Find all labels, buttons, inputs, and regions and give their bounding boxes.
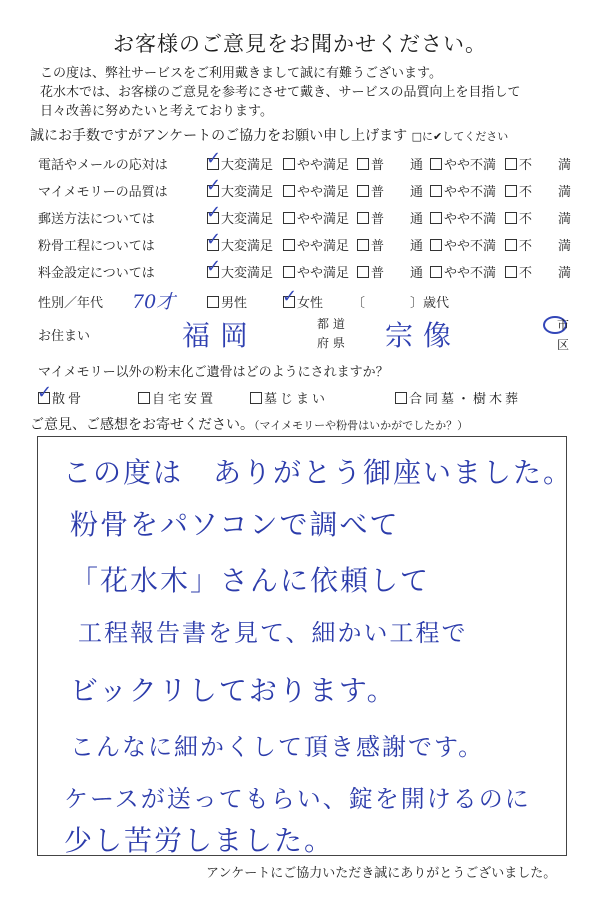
rating-option[interactable] xyxy=(430,235,496,254)
city-label-top: 市 xyxy=(557,318,570,332)
rating-checkbox[interactable] xyxy=(505,185,517,197)
check-mark-icon: ✓ xyxy=(282,286,298,307)
rating-option-label: 大変満足 xyxy=(221,158,274,173)
check-mark-icon: ✓ xyxy=(37,382,56,403)
powder-options xyxy=(37,382,578,407)
rating-option[interactable] xyxy=(505,181,571,200)
rating-option-label: やや不満 xyxy=(444,185,497,200)
residence-label: お住まい xyxy=(38,329,91,344)
rating-checkbox[interactable] xyxy=(430,212,442,224)
comment-line: ビックリしております。 xyxy=(70,674,397,707)
rating-option[interactable] xyxy=(430,208,496,227)
male-label: 男性 xyxy=(221,296,248,311)
rating-option-label: やや満足 xyxy=(297,158,350,173)
prefecture-handwritten: 福岡 xyxy=(182,319,259,352)
rating-option-label: 普 通 xyxy=(371,239,424,254)
powder-option-label: 墓じまい xyxy=(264,392,329,407)
rating-option-label: 大変満足 xyxy=(221,185,274,200)
rating-option[interactable] xyxy=(206,202,274,227)
comments-heading xyxy=(30,414,468,434)
powder-option-label: 散骨 xyxy=(52,392,85,407)
comment-line: 粉骨をパソコンで調べて xyxy=(70,508,400,541)
rating-option-label: 大変満足 xyxy=(221,212,274,227)
rating-option[interactable] xyxy=(206,148,274,173)
survey-hint: □に✔してください xyxy=(411,130,509,143)
powder-option[interactable] xyxy=(250,388,328,407)
rating-option-label: 大変満足 xyxy=(221,266,274,281)
male-checkbox[interactable] xyxy=(207,296,219,308)
rating-option-label: 普 通 xyxy=(371,185,424,200)
rating-checkbox[interactable] xyxy=(357,185,369,197)
rating-option[interactable] xyxy=(357,208,423,227)
question-row xyxy=(38,229,578,255)
intro-line: この度は、弊社サービスをご利用戴きまして誠に有難うございます。 xyxy=(40,66,442,81)
question-label: 料金設定については xyxy=(38,266,155,281)
comment-box[interactable] xyxy=(37,436,574,857)
rating-option[interactable] xyxy=(430,154,496,173)
rating-checkbox[interactable] xyxy=(505,266,517,278)
rating-checkbox[interactable] xyxy=(283,212,295,224)
rating-checkbox[interactable] xyxy=(206,175,222,197)
female-label: 女性 xyxy=(297,296,324,311)
form-title: お客様のご意見をお聞かせください。 xyxy=(113,32,487,56)
rating-option[interactable] xyxy=(206,175,274,200)
intro-line: 日々改善に努めたいと考えております。 xyxy=(40,104,273,119)
powder-option[interactable] xyxy=(37,382,85,407)
rating-checkbox[interactable] xyxy=(357,158,369,170)
city-label-bottom: 区 xyxy=(557,338,570,352)
comment-line: 「花水木」さんに依頼して xyxy=(70,564,431,597)
rating-checkbox[interactable] xyxy=(505,158,517,170)
rating-option[interactable] xyxy=(283,208,349,227)
rating-option-label: 不 満 xyxy=(519,185,572,200)
rating-option[interactable] xyxy=(357,262,423,281)
rating-checkbox[interactable] xyxy=(430,239,442,251)
check-mark-icon: ✓ xyxy=(206,148,222,169)
comment-line: 少し苦労しました。 xyxy=(64,824,335,857)
check-mark-icon: ✓ xyxy=(206,256,222,277)
rating-option-label: やや満足 xyxy=(297,266,350,281)
pref-label-top: 都 道 xyxy=(317,317,345,331)
powder-option[interactable] xyxy=(395,388,521,407)
age-handwritten: 70才 xyxy=(132,291,176,313)
rating-option-label: 大変満足 xyxy=(221,239,274,254)
rating-option[interactable] xyxy=(430,262,496,281)
rating-option-label: やや不満 xyxy=(444,212,497,227)
survey-heading-text: 誠にお手数ですがアンケートのご協力をお願い申し上げます xyxy=(30,128,408,144)
rating-option[interactable] xyxy=(505,208,571,227)
rating-option-label: 普 通 xyxy=(371,158,424,173)
question-row xyxy=(38,202,578,228)
powder-checkbox[interactable] xyxy=(250,392,262,404)
rating-option-label: 不 満 xyxy=(519,239,572,254)
rating-option-label: やや不満 xyxy=(444,239,497,254)
powder-option-label: 自宅安置 xyxy=(152,392,217,407)
rating-checkbox[interactable] xyxy=(206,148,222,170)
rating-checkbox[interactable] xyxy=(283,185,295,197)
powder-checkbox[interactable] xyxy=(37,382,56,404)
question-label: 郵送方法については xyxy=(38,212,155,227)
question-row xyxy=(38,148,578,174)
rating-option-label: やや満足 xyxy=(297,239,350,254)
rating-checkbox[interactable] xyxy=(430,185,442,197)
comment-line: こんなに細かくして頂き感謝です。 xyxy=(70,733,485,761)
rating-checkbox[interactable] xyxy=(206,202,222,224)
check-mark-icon: ✓ xyxy=(206,202,222,223)
rating-option[interactable] xyxy=(357,235,423,254)
pref-label-bottom: 府 県 xyxy=(317,336,345,350)
check-mark-icon: ✓ xyxy=(206,229,222,250)
rating-option[interactable] xyxy=(283,235,349,254)
rating-checkbox[interactable] xyxy=(430,266,442,278)
rating-option-label: 不 満 xyxy=(519,212,572,227)
footer-thanks: アンケートにご協力いただき誠にありがとうございました。 xyxy=(206,866,557,881)
check-mark-icon: ✓ xyxy=(206,175,222,196)
question-row xyxy=(38,175,578,201)
rating-option-label: やや満足 xyxy=(297,185,350,200)
rating-checkbox[interactable] xyxy=(283,266,295,278)
powder-option[interactable] xyxy=(138,388,216,407)
rating-option-label: やや不満 xyxy=(444,158,497,173)
rating-option-label: 普 通 xyxy=(371,212,424,227)
rating-option-label: やや満足 xyxy=(297,212,350,227)
rating-option[interactable] xyxy=(505,262,571,281)
rating-option[interactable] xyxy=(206,256,274,281)
rating-option-label: やや不満 xyxy=(444,266,497,281)
female-checkbox[interactable] xyxy=(282,286,298,308)
powder-checkbox[interactable] xyxy=(395,392,407,404)
comments-heading-text: ご意見、ご感想をお寄せください。 xyxy=(30,417,254,433)
question-row xyxy=(38,256,578,282)
gender-male-option[interactable] xyxy=(207,292,247,311)
rating-option-label: 不 満 xyxy=(519,266,572,281)
gender-female-option[interactable] xyxy=(282,286,324,311)
survey-heading xyxy=(30,125,508,145)
rating-option[interactable] xyxy=(357,181,423,200)
rating-checkbox[interactable] xyxy=(505,212,517,224)
rating-checkbox[interactable] xyxy=(357,266,369,278)
age-bracket-close: 〕歳代 xyxy=(410,296,450,311)
rating-option[interactable] xyxy=(505,154,571,173)
rating-option[interactable] xyxy=(283,262,349,281)
rating-option[interactable] xyxy=(283,154,349,173)
comment-line: この度は ありがとう御座いました。 xyxy=(63,456,574,489)
city-handwritten: 宗像 xyxy=(385,319,462,352)
rating-checkbox[interactable] xyxy=(206,229,222,251)
rating-option-label: 不 満 xyxy=(519,158,572,173)
question-label: マイメモリーの品質は xyxy=(38,185,168,200)
question-label: 電話やメールの応対は xyxy=(38,158,168,173)
age-bracket-open: 〔 xyxy=(352,296,366,311)
rating-checkbox[interactable] xyxy=(283,158,295,170)
gender-age-label: 性別／年代 xyxy=(38,296,104,311)
rating-checkbox[interactable] xyxy=(430,158,442,170)
rating-checkbox[interactable] xyxy=(283,239,295,251)
question-label: 粉骨工程については xyxy=(38,239,155,254)
rating-option-label: 普 通 xyxy=(371,266,424,281)
powder-option-label: 合同墓・樹木葬 xyxy=(409,392,522,407)
powder-checkbox[interactable] xyxy=(138,392,150,404)
rating-option[interactable] xyxy=(283,181,349,200)
rating-option[interactable] xyxy=(206,229,274,254)
rating-option[interactable] xyxy=(505,235,571,254)
comment-line: 工程報告書を見て、細かい工程で xyxy=(78,619,468,647)
rating-checkbox[interactable] xyxy=(357,239,369,251)
gender-age-row xyxy=(38,292,103,311)
comment-line: ケースが送ってもらい、錠を開けるのに xyxy=(64,785,531,813)
intro-line: 花水木では、お客様のご意見を参考にさせて戴き、サービスの品質向上を目指して xyxy=(40,85,521,100)
rating-option[interactable] xyxy=(357,154,423,173)
comments-hint: （マイメモリーや粉骨はいかがでしたか？） xyxy=(254,419,469,432)
rating-checkbox[interactable] xyxy=(206,256,222,278)
rating-checkbox[interactable] xyxy=(357,212,369,224)
powder-question: マイメモリー以外の粉末化ご遺骨はどのようにされますか？ xyxy=(38,365,389,380)
intro-text xyxy=(40,64,520,121)
rating-checkbox[interactable] xyxy=(505,239,517,251)
rating-option[interactable] xyxy=(430,181,496,200)
